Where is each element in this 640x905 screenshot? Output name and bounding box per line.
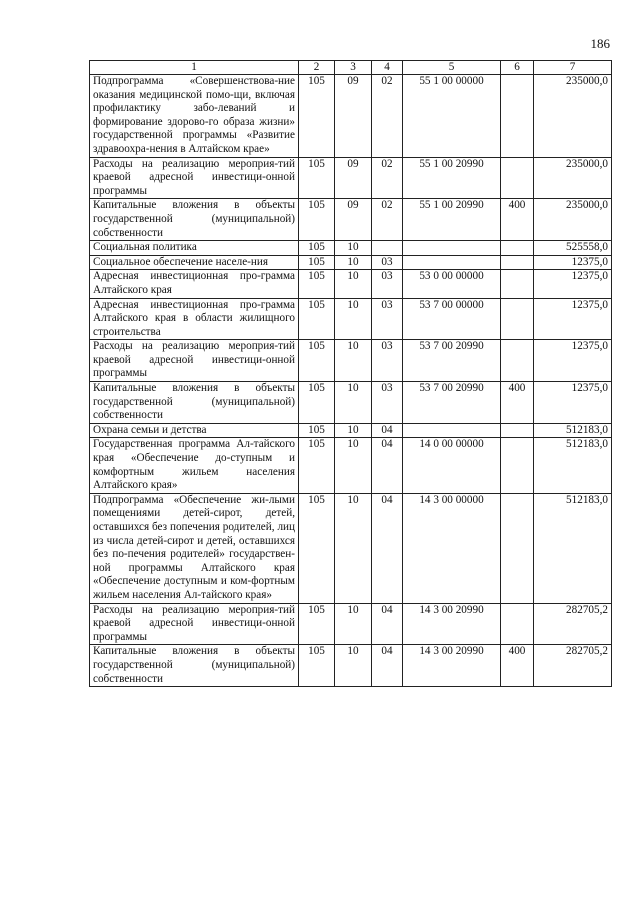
section-cell: 10 xyxy=(335,493,372,603)
expense-type-cell: 400 xyxy=(501,199,534,241)
admin-code-cell: 105 xyxy=(299,241,335,256)
table-row xyxy=(90,298,612,340)
admin-code-cell: 105 xyxy=(299,270,335,298)
amount-cell: 525558,0 xyxy=(534,241,612,256)
target-article-cell xyxy=(403,255,501,270)
table-row xyxy=(90,493,612,603)
subsection-cell: 03 xyxy=(372,340,403,382)
amount-cell: 235000,0 xyxy=(534,157,612,199)
expense-type-cell xyxy=(501,438,534,493)
admin-code-cell: 105 xyxy=(299,298,335,340)
admin-code-cell: 105 xyxy=(299,423,335,438)
budget-table xyxy=(89,60,612,687)
admin-code-cell: 105 xyxy=(299,438,335,493)
page-number: 186 xyxy=(590,36,610,51)
header-cell: 2 xyxy=(299,61,335,75)
admin-code-cell: 105 xyxy=(299,645,335,687)
expense-type-cell xyxy=(501,241,534,256)
header-cell: 7 xyxy=(534,61,612,75)
expense-type-cell xyxy=(501,75,534,158)
amount-cell: 12375,0 xyxy=(534,270,612,298)
amount-cell: 235000,0 xyxy=(534,75,612,158)
target-article-cell: 14 3 00 20990 xyxy=(403,645,501,687)
header-cell: 5 xyxy=(403,61,501,75)
table-row xyxy=(90,255,612,270)
admin-code-cell: 105 xyxy=(299,382,335,424)
section-cell: 10 xyxy=(335,423,372,438)
section-cell: 09 xyxy=(335,75,372,158)
subsection-cell: 02 xyxy=(372,75,403,158)
subsection-cell: 02 xyxy=(372,157,403,199)
subsection-cell: 03 xyxy=(372,255,403,270)
table-row xyxy=(90,438,612,493)
expense-type-cell xyxy=(501,157,534,199)
section-cell: 10 xyxy=(335,438,372,493)
amount-cell: 282705,2 xyxy=(534,645,612,687)
target-article-cell: 53 7 00 20990 xyxy=(403,382,501,424)
section-cell: 10 xyxy=(335,270,372,298)
subsection-cell: 03 xyxy=(372,298,403,340)
subsection-cell xyxy=(372,241,403,256)
table-row xyxy=(90,241,612,256)
subsection-cell: 03 xyxy=(372,270,403,298)
row-name-cell: Подпрограмма «Совершенствова-ние оказания медицинской помо-щи, включая профилактику забо-леваний и формирование здорово-го образа жизни» государственной программы «Развитие здравоохра-нения в Алтайском крае» xyxy=(90,75,299,158)
amount-cell: 512183,0 xyxy=(534,493,612,603)
row-name-cell: Адресная инвестиционная про-грамма Алтайского края в области жилищного строительства xyxy=(90,298,299,340)
amount-cell: 12375,0 xyxy=(534,255,612,270)
header-cell: 1 xyxy=(90,61,299,75)
amount-cell: 512183,0 xyxy=(534,423,612,438)
header-cell: 6 xyxy=(501,61,534,75)
admin-code-cell: 105 xyxy=(299,603,335,645)
expense-type-cell xyxy=(501,270,534,298)
amount-cell: 12375,0 xyxy=(534,382,612,424)
target-article-cell: 55 1 00 20990 xyxy=(403,199,501,241)
expense-type-cell xyxy=(501,340,534,382)
row-name-cell: Социальное обеспечение населе-ния xyxy=(90,255,299,270)
table-row xyxy=(90,157,612,199)
expense-type-cell xyxy=(501,493,534,603)
admin-code-cell: 105 xyxy=(299,493,335,603)
section-cell: 09 xyxy=(335,199,372,241)
table-row xyxy=(90,340,612,382)
subsection-cell: 04 xyxy=(372,493,403,603)
table-row xyxy=(90,603,612,645)
target-article-cell: 14 0 00 00000 xyxy=(403,438,501,493)
admin-code-cell: 105 xyxy=(299,255,335,270)
table-body xyxy=(90,75,612,687)
expense-type-cell xyxy=(501,603,534,645)
row-name-cell: Государственная программа Ал-тайского края «Обеспечение до-ступным и комфортным жильем населения Алтайского края» xyxy=(90,438,299,493)
subsection-cell: 04 xyxy=(372,603,403,645)
table-row xyxy=(90,423,612,438)
row-name-cell: Подпрограмма «Обеспечение жи-лыми помещениями детей-сирот, детей, оставшихся без попечения родителей, лиц из числа детей-сирот и детей, оставшихся без по-печения родителей» государствен-ной программы Алтайского края «Обеспечение доступным и ком-фортным жильем населения Ал-тайского края» xyxy=(90,493,299,603)
header-row xyxy=(90,61,612,75)
subsection-cell: 02 xyxy=(372,199,403,241)
table-row xyxy=(90,645,612,687)
target-article-cell: 53 7 00 20990 xyxy=(403,340,501,382)
subsection-cell: 04 xyxy=(372,438,403,493)
row-name-cell: Расходы на реализацию мероприя-тий краевой адресной инвестици-онной программы xyxy=(90,603,299,645)
admin-code-cell: 105 xyxy=(299,75,335,158)
target-article-cell: 14 3 00 20990 xyxy=(403,603,501,645)
target-article-cell: 55 1 00 20990 xyxy=(403,157,501,199)
row-name-cell: Расходы на реализацию мероприя-тий краевой адресной инвестици-онной программы xyxy=(90,340,299,382)
row-name-cell: Социальная политика xyxy=(90,241,299,256)
section-cell: 09 xyxy=(335,157,372,199)
row-name-cell: Капитальные вложения в объекты государственной (муниципальной) собственности xyxy=(90,382,299,424)
target-article-cell: 55 1 00 00000 xyxy=(403,75,501,158)
admin-code-cell: 105 xyxy=(299,157,335,199)
expense-type-cell xyxy=(501,423,534,438)
table-row xyxy=(90,199,612,241)
amount-cell: 12375,0 xyxy=(534,340,612,382)
expense-type-cell: 400 xyxy=(501,645,534,687)
table-row xyxy=(90,270,612,298)
section-cell: 10 xyxy=(335,298,372,340)
row-name-cell: Адресная инвестиционная про-грамма Алтайского края xyxy=(90,270,299,298)
row-name-cell: Капитальные вложения в объекты государственной (муниципальной) собственности xyxy=(90,645,299,687)
subsection-cell: 04 xyxy=(372,645,403,687)
target-article-cell: 14 3 00 00000 xyxy=(403,493,501,603)
admin-code-cell: 105 xyxy=(299,340,335,382)
section-cell: 10 xyxy=(335,241,372,256)
admin-code-cell: 105 xyxy=(299,199,335,241)
section-cell: 10 xyxy=(335,340,372,382)
section-cell: 10 xyxy=(335,255,372,270)
amount-cell: 512183,0 xyxy=(534,438,612,493)
amount-cell: 235000,0 xyxy=(534,199,612,241)
header-cell: 3 xyxy=(335,61,372,75)
table-row xyxy=(90,382,612,424)
target-article-cell xyxy=(403,241,501,256)
row-name-cell: Охрана семьи и детства xyxy=(90,423,299,438)
section-cell: 10 xyxy=(335,382,372,424)
expense-type-cell xyxy=(501,255,534,270)
subsection-cell: 04 xyxy=(372,423,403,438)
subsection-cell: 03 xyxy=(372,382,403,424)
amount-cell: 12375,0 xyxy=(534,298,612,340)
header-cell: 4 xyxy=(372,61,403,75)
amount-cell: 282705,2 xyxy=(534,603,612,645)
table-row xyxy=(90,75,612,158)
expense-type-cell: 400 xyxy=(501,382,534,424)
expense-type-cell xyxy=(501,298,534,340)
row-name-cell: Расходы на реализацию мероприя-тий краевой адресной инвестици-онной программы xyxy=(90,157,299,199)
section-cell: 10 xyxy=(335,603,372,645)
target-article-cell: 53 7 00 00000 xyxy=(403,298,501,340)
target-article-cell: 53 0 00 00000 xyxy=(403,270,501,298)
section-cell: 10 xyxy=(335,645,372,687)
row-name-cell: Капитальные вложения в объекты государственной (муниципальной) собственности xyxy=(90,199,299,241)
target-article-cell xyxy=(403,423,501,438)
